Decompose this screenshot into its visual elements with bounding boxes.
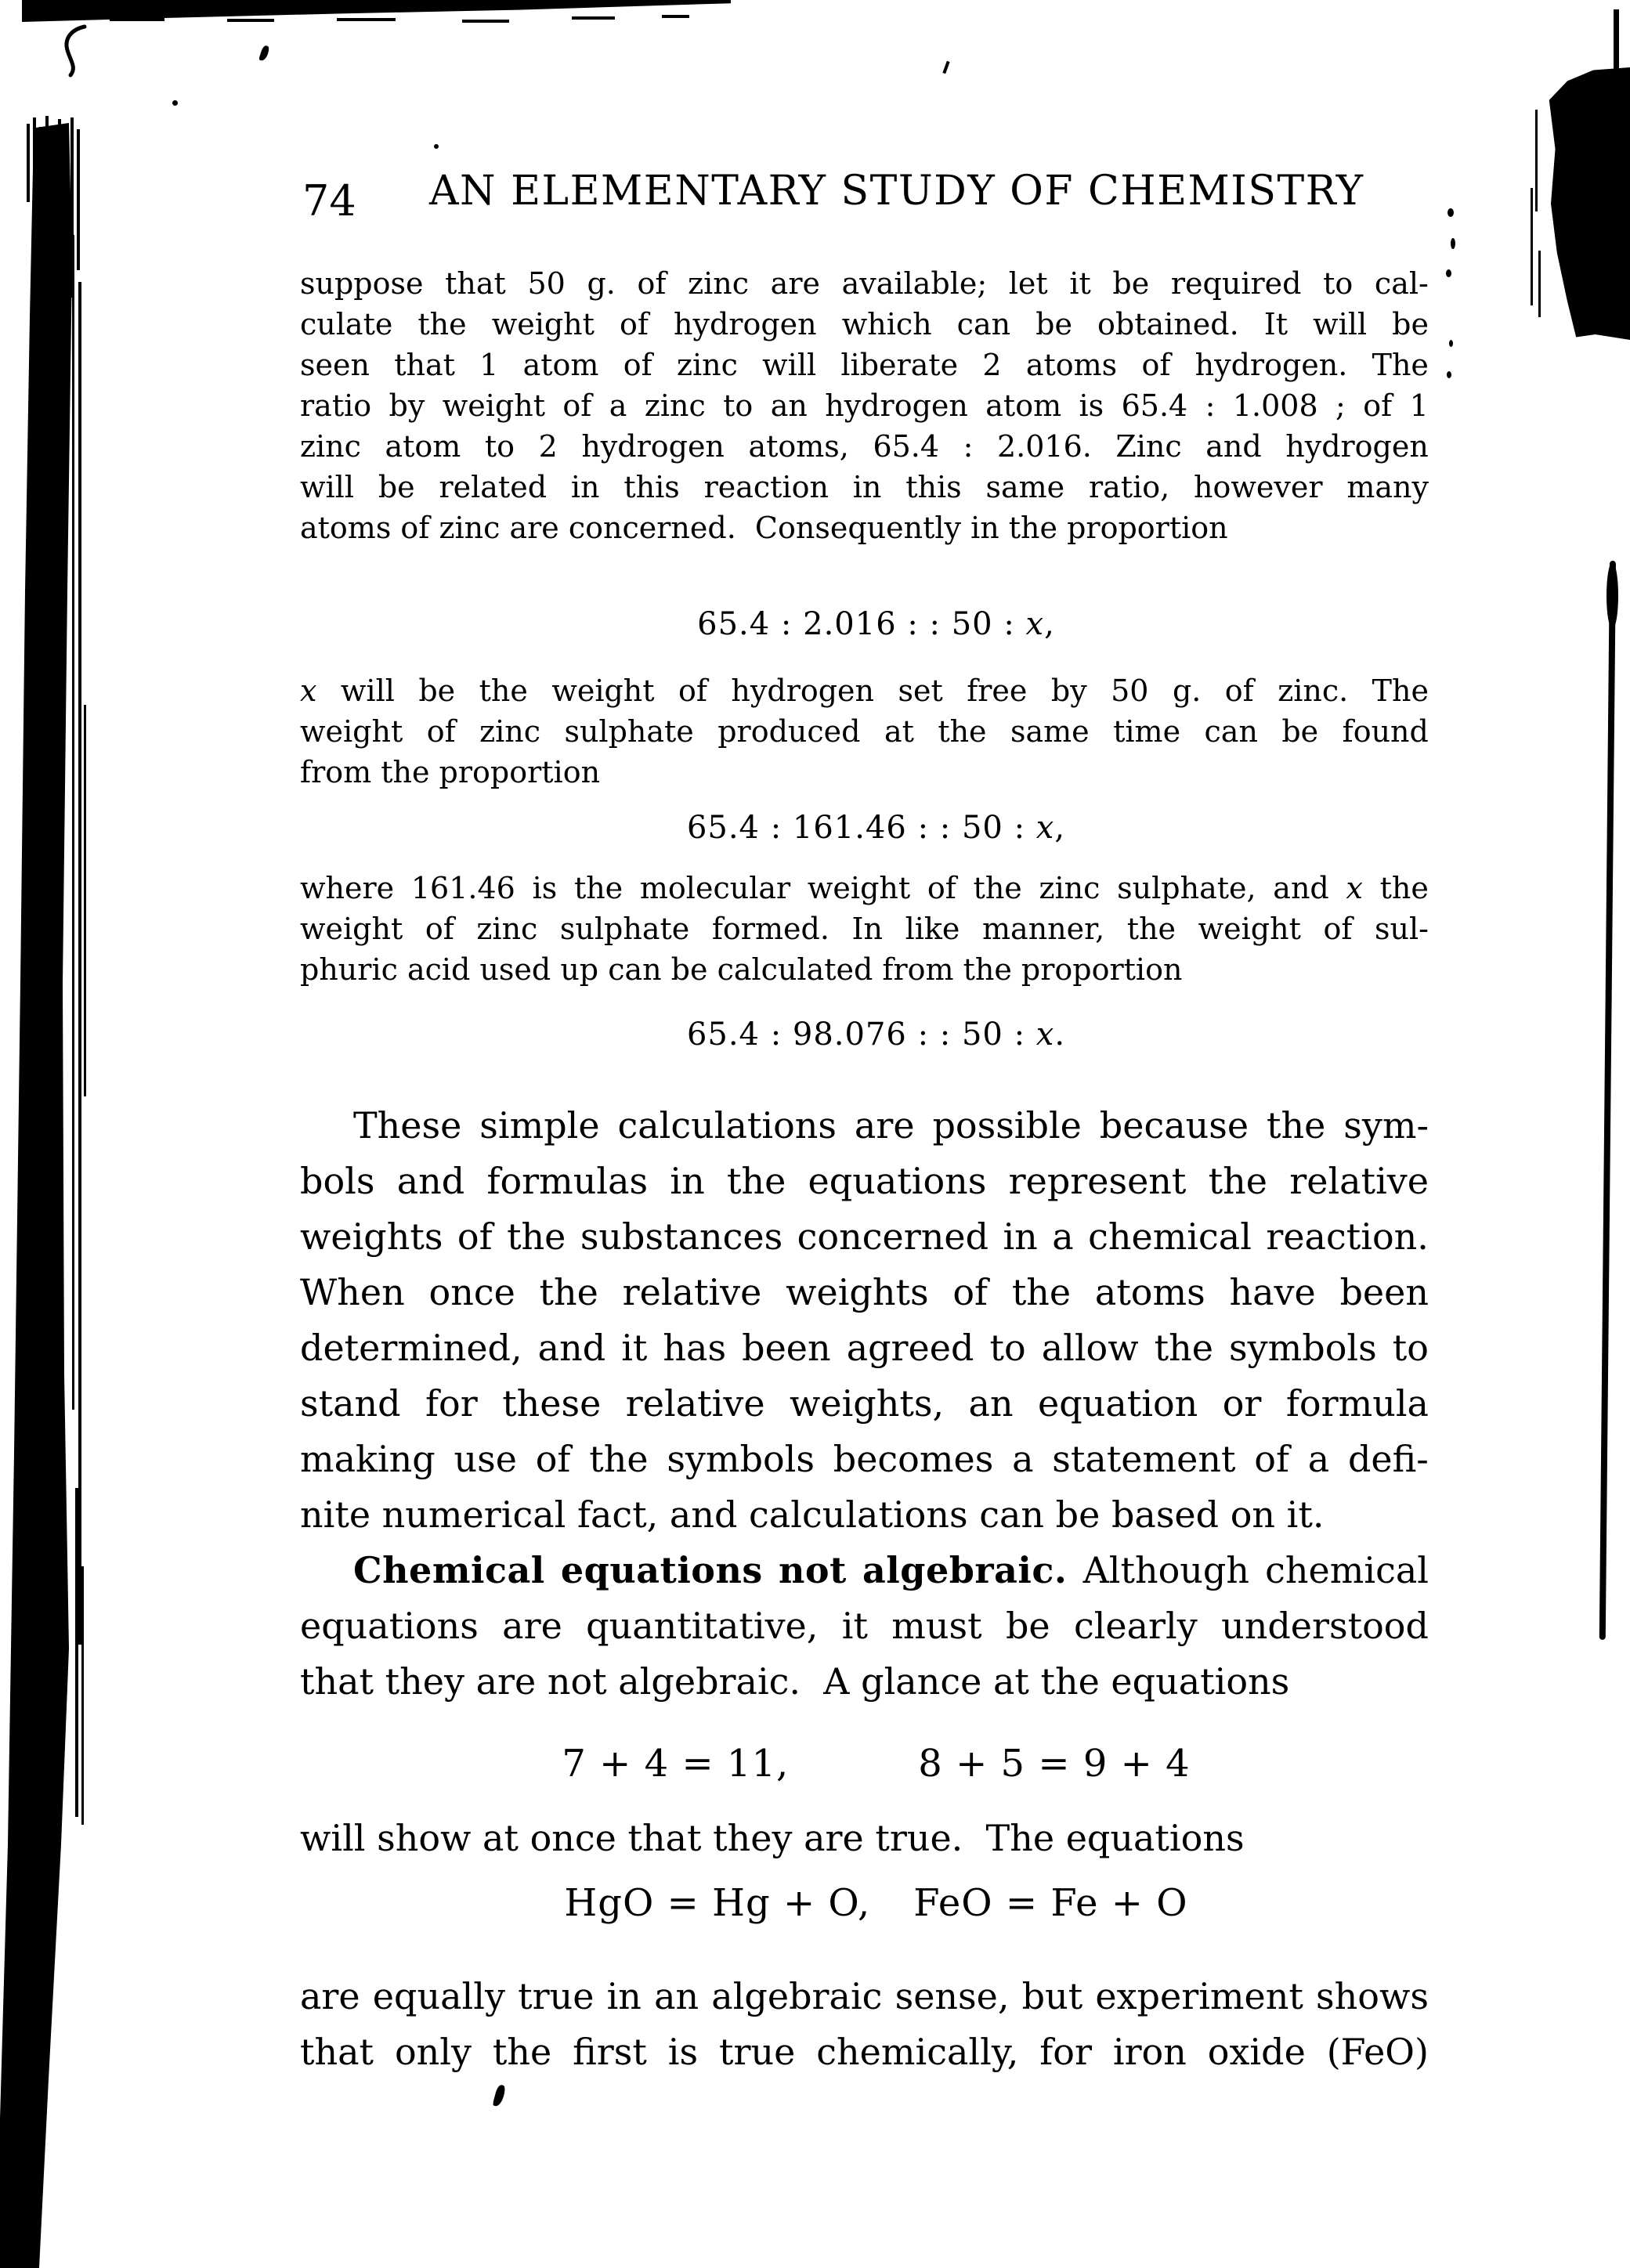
paragraph-chemical-equations-not-algebraic: [300, 1543, 1429, 1710]
gutter-streak: [72, 235, 74, 1410]
gutter-streak: [58, 119, 61, 252]
text-line: stand for these relative weights, an equation or formula: [300, 1382, 1429, 1425]
scratch-line-bulb: [1607, 562, 1618, 629]
text-line: ratio by weight of a zinc to an hydrogen atom is 65.4 : 1.008 ; of 1: [300, 388, 1429, 423]
ink-speck: [1447, 371, 1451, 378]
text-line: weights of the substances concerned in a chemical reaction.: [300, 1215, 1429, 1258]
text-line: that they are not algebraic. A glance at the equations: [300, 1660, 1290, 1703]
scan-artifact-dash: [227, 19, 274, 22]
text-line: weight of zinc sulphate formed. In like manner, the weight of sul-: [300, 912, 1429, 946]
ink-speck: [1449, 340, 1453, 347]
gutter-streak: [81, 1566, 84, 1825]
text-line: seen that 1 atom of zinc will liberate 2 atoms of hydrogen. The: [300, 348, 1429, 382]
text-line: will show at once that they are true. The equations: [300, 1817, 1245, 1859]
text-line: will be related in this reaction in this same ratio, however many: [300, 470, 1429, 504]
scan-artifact-fringe: [1531, 188, 1533, 305]
scan-artifact-scratch-line: [1599, 561, 1616, 1640]
text-line: culate the weight of hydrogen which can be obtained. It will be: [300, 307, 1429, 341]
equation-mercury-oxide: HgO = Hg + O,: [564, 1881, 871, 1925]
scan-artifact-corner-blob: [1543, 67, 1630, 340]
ink-speck: [1447, 208, 1454, 217]
equation-iron-oxide: FeO = Fe + O: [913, 1881, 1188, 1925]
text-line: bols and formulas in the equations represent the relative: [300, 1160, 1429, 1202]
ink-speck: [434, 144, 439, 149]
text-line: zinc atom to 2 hydrogen atoms, 65.4 : 2.016. Zinc and hydrogen: [300, 429, 1429, 464]
scan-artifact-dash: [110, 17, 164, 21]
text-line: x will be the weight of hydrogen set free by 50 g. of zinc. The: [300, 674, 1429, 708]
scan-artifact-dash: [662, 15, 689, 18]
equation-zinc-sulphate-proportion: 65.4 : 161.46 : : 50 : x,: [686, 810, 1066, 846]
gutter-streak: [52, 125, 55, 211]
ink-squiggle-mark: [61, 23, 92, 80]
gutter-streak: [78, 282, 81, 1645]
line-will-show: [300, 1811, 1429, 1866]
paragraph-zinc-sulphate: [300, 670, 1429, 793]
gutter-streak: [27, 124, 30, 202]
paragraph-simple-calculations: [300, 1098, 1429, 1543]
text-line: where 161.46 is the molecular weight of the zinc sulphate, and x the: [300, 871, 1429, 905]
text-line: making use of the symbols becomes a statement of a defi-: [300, 1438, 1429, 1480]
scan-artifact-dash: [462, 20, 509, 23]
gutter-streak: [75, 1488, 78, 1817]
gutter-streak: [33, 117, 36, 219]
text-line: nite numerical fact, and calculations can be based on it.: [300, 1493, 1325, 1536]
scan-artifact-gutter-band: [0, 121, 90, 2268]
paragraph-sulphuric-acid: [300, 868, 1429, 990]
equation-row-chemical: [312, 1880, 1440, 1927]
running-title: AN ELEMENTARY STUDY OF CHEMISTRY: [429, 168, 1364, 215]
equation-sulphuric-acid-proportion: 65.4 : 98.076 : : 50 : x.: [686, 1017, 1066, 1053]
gutter-streak: [39, 127, 42, 197]
gutter-streak: [45, 116, 49, 233]
ink-speck: [1446, 269, 1451, 277]
text-line: from the proportion: [300, 755, 601, 789]
equation-row-arithmetic: [312, 1740, 1440, 1787]
text-line: atoms of zinc are concerned. Consequently in the proportion: [300, 511, 1228, 545]
text-line: determined, and it has been agreed to allow the symbols to: [300, 1327, 1429, 1369]
equation-eight-plus-five: 8 + 5 = 9 + 4: [918, 1742, 1191, 1786]
ink-mark: [493, 2084, 507, 2107]
scan-artifact-dash: [337, 18, 396, 21]
ink-speck: [172, 100, 178, 106]
text-line: Chemical equations not algebraic. Although chemical: [353, 1549, 1429, 1591]
equation-seven-plus-four: 7 + 4 = 11,: [562, 1742, 790, 1786]
scan-artifact-blob-stem: [1614, 9, 1619, 74]
equation-hydrogen-proportion: 65.4 : 2.016 : : 50 : x,: [697, 606, 1055, 642]
text-line: When once the relative weights of the atoms have been: [300, 1271, 1429, 1313]
paragraph-equally-true: [300, 1969, 1429, 2080]
scan-artifact-fringe: [1535, 110, 1538, 211]
paragraph-zinc-problem: [300, 263, 1429, 548]
ink-speck: [1451, 238, 1455, 249]
gutter-streak: [77, 129, 80, 270]
page-number: 74: [302, 176, 356, 226]
text-line: equations are quantitative, it must be clearly understood: [300, 1605, 1429, 1647]
scan-artifact-fringe: [1538, 251, 1541, 317]
gutter-streak: [84, 705, 86, 1096]
text-line: phuric acid used up can be calculated from the proportion: [300, 952, 1183, 987]
text-line: are equally true in an algebraic sense, but experiment shows: [300, 1975, 1429, 2017]
scan-artifact-dash: [572, 16, 615, 20]
gutter-streak: [64, 124, 67, 233]
ink-speck: [942, 61, 949, 74]
text-line: These simple calculations are possible because the sym-: [353, 1104, 1429, 1147]
text-line: weight of zinc sulphate produced at the same time can be found: [300, 714, 1429, 749]
ink-mark: [258, 45, 270, 62]
text-line: suppose that 50 g. of zinc are available; let it be required to cal-: [300, 266, 1429, 301]
text-line: that only the first is true chemically, for iron oxide (FeO): [300, 2031, 1429, 2073]
